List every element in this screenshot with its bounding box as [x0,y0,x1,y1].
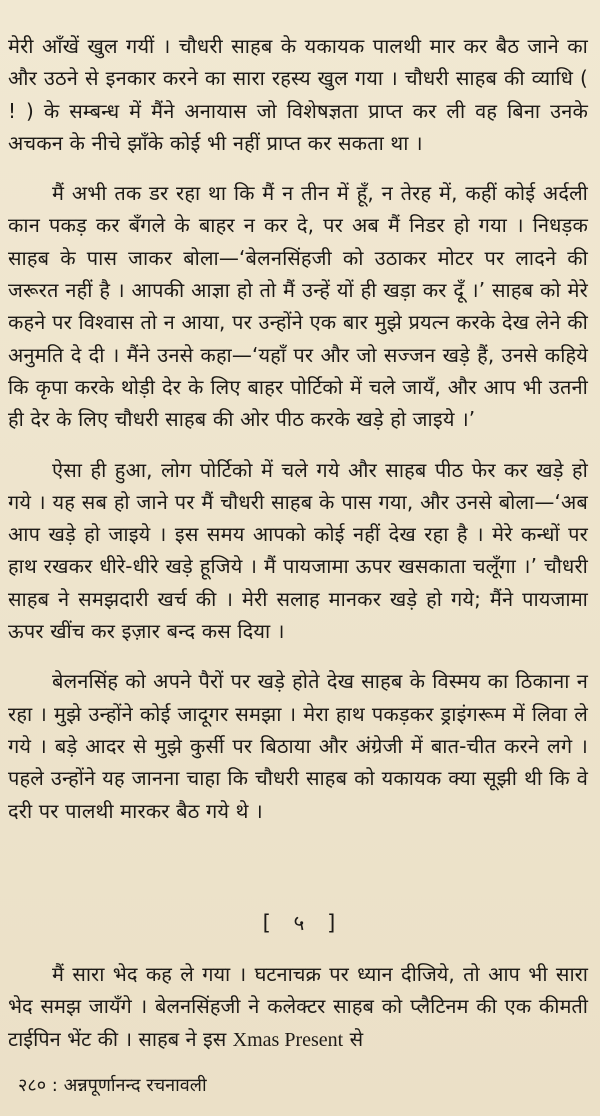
paragraph-4: बेलनसिंह को अपने पैरों पर खड़े होते देख साहब के विस्मय का ठिकाना न रहा । मुझे उन्होंने कोई जादूगर समझा । मेरा हाथ पकड़कर ड्राइंगरूम में लिवा ले गये । बड़े आदर से मुझे कुर्सी पर बिठाया और अंग्रेजी में बात-चीत करने लगे । पहले उन्होंने यह जानना चाहा कि चौधरी साहब को यकायक क्या सूझी थी कि वे दरी पर पालथी मारकर बैठ गये थे । [8,669,588,823]
section-number: [ ५ ] [262,911,344,935]
paragraph-5 [8,958,588,1056]
paragraph-1: मेरी आँखें खुल गयीं । चौधरी साहब के यकायक पालथी मार कर बैठ जाने का और उठने से इनकार करने का सारा रहस्य खुल गया । चौधरी साहब की व्याधि ( ! ) के सम्बन्ध में मैंने अनायास जो विशेषज्ञता प्राप्त कर ली वह बिना उनके अचकन के नीचे झाँके कोई भी नहीं प्राप्त कर सकता था । [8,34,588,155]
paragraph-5-text-before: मैं सारा भेद कह ले गया । घटनाचक्र पर ध्यान दीजिये, तो आप भी सारा भेद समझ जायँगे । बेलनसिंहजी ने कलेक्टर साहब को प्लैटिनम की एक कीमती टाईपिन भेंट की । साहब ने इस [8,962,588,1051]
paragraph-5-text-after: से [343,1026,364,1051]
page-footer: २८० : अन्नपूर्णानन्द रचनावली [18,1075,207,1096]
paragraph-2: मैं अभी तक डर रहा था कि मैं न तीन में हूँ, न तेरह में, कहीं कोई अर्दली कान पकड़ कर बँगले के बाहर न कर दे, पर अब मैं निडर हो गया । निधड़क साहब के पास जाकर बोला—‘बेलनसिंहजी को उठाकर मोटर पर लादने की जरूरत नहीं है । आपकी आज्ञा हो तो मैं उन्हें यों ही खड़ा कर दूँ ।’ साहब को मेरे कहने पर विश्वास तो न आया, पर उन्होंने एक बार मुझे प्रयत्न करके देख लेने की अनुमति दे दी । मैंने उनसे कहा—‘यहाँ पर और जो सज्जन खड़े हैं, उनसे कहिये कि कृपा करके थोड़ी देर के लिए बाहर पोर्टिको में चले जायँ, और आप भी उतनी ही देर के लिए चौधरी साहब की ओर पीठ करके खड़े हो जाइये ।’ [8,181,588,432]
paragraph-3: ऐसा ही हुआ, लोग पोर्टिको में चले गये और साहब पीठ फेर कर खड़े हो गये । यह सब हो जाने पर मैं चौधरी साहब के पास गया, और उनसे बोला—‘अब आप खड़े हो जाइये । इस समय आपको कोई नहीं देख रहा है । मेरे कन्धों पर हाथ रखकर धीरे-धीरे खड़े हूजिये । मैं पायजामा ऊपर खसकाता चलूँगा ।’ चौधरी साहब ने समझदारी खर्च की । मेरी सलाह मानकर खड़े हो गये; मैंने पायजामा ऊपर खींच कर इज़ार बन्द कस दिया । [8,457,588,644]
paragraph-5-latin-phrase: Xmas Present [232,1028,344,1051]
body-text [8,30,588,827]
